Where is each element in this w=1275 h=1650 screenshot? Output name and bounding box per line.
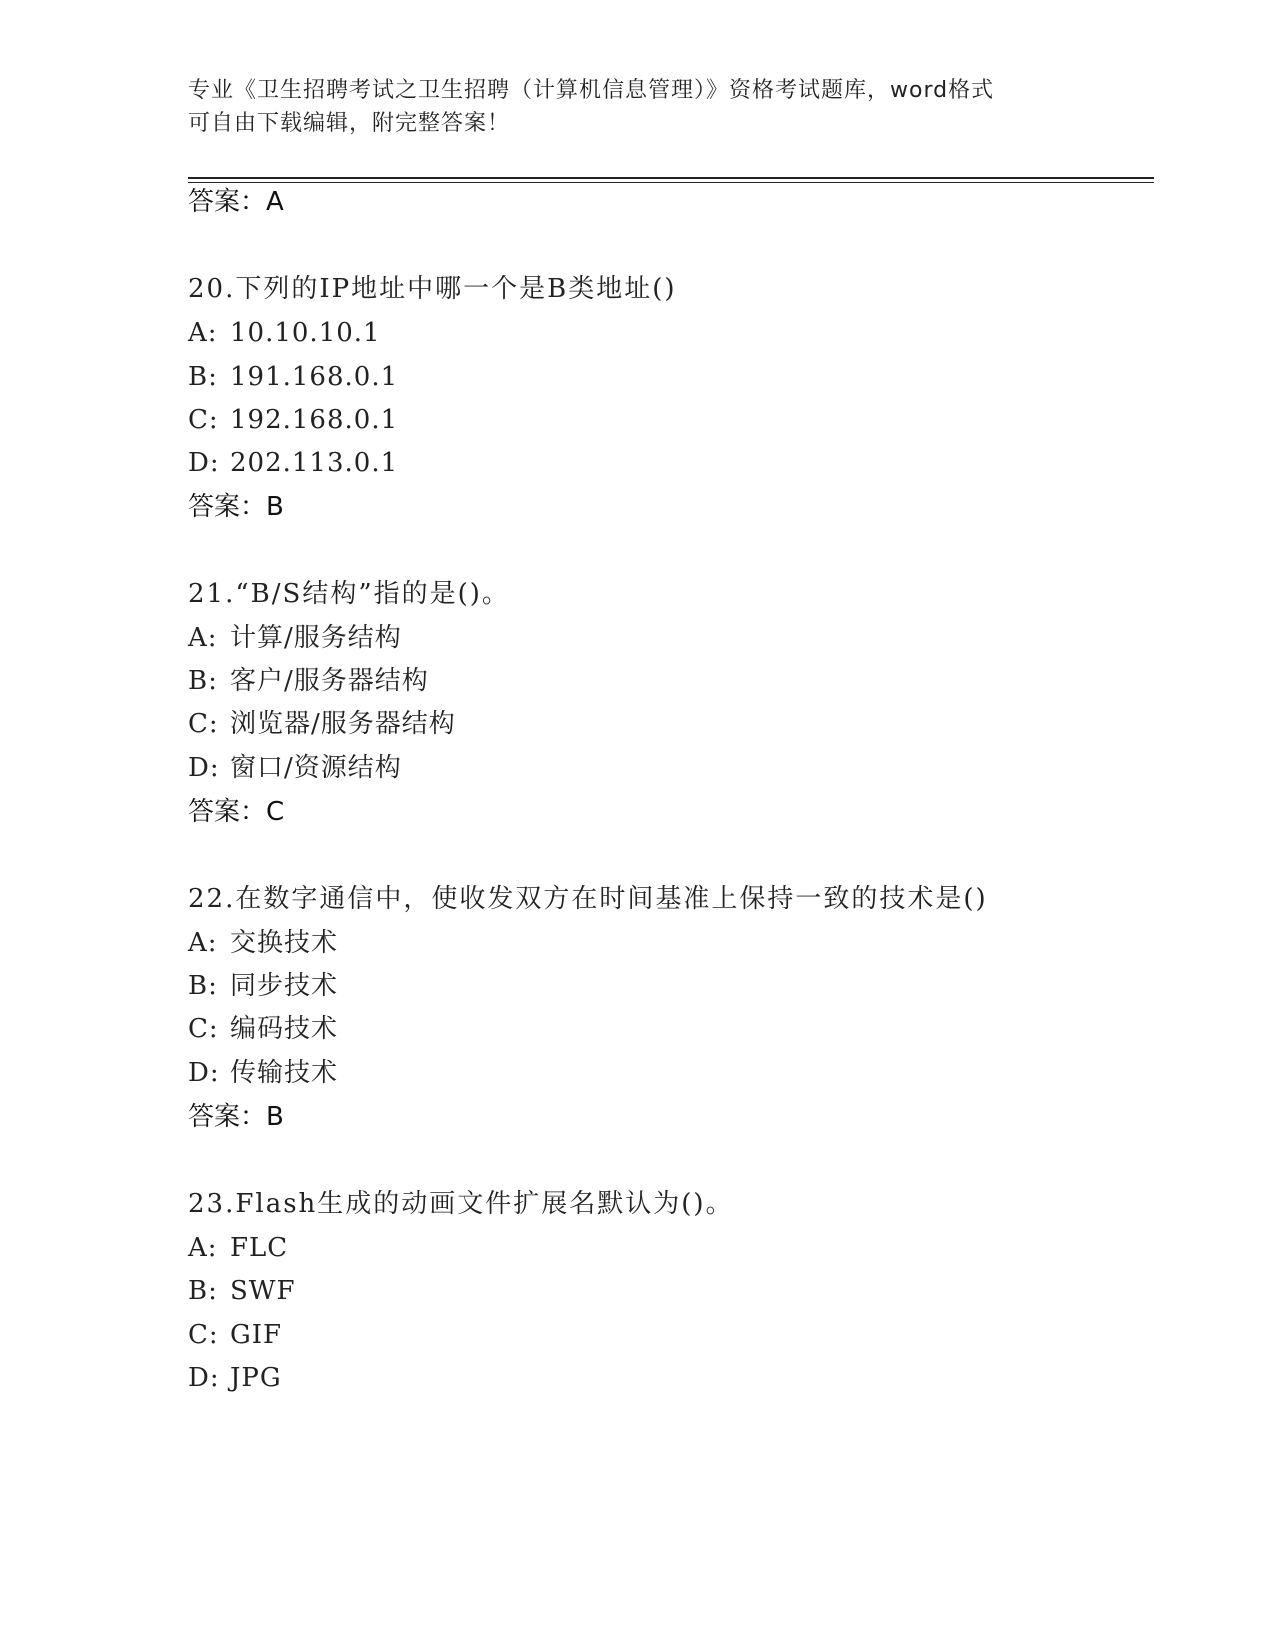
option-text: 计算/服务结构 [230,623,402,653]
option-label: B: [188,971,218,1001]
option-label: D: [188,448,220,478]
option-label: A: [188,318,218,348]
option-text: GIF [230,1320,283,1350]
option-text: 窗口/资源结构 [230,753,402,783]
option-text: JPG [230,1363,282,1393]
option-text: 202.113.0.1 [230,448,399,478]
option-label: A: [188,1233,218,1263]
option-line [188,1318,282,1352]
option-line [188,751,402,785]
question-text: 23.Flash生成的动画文件扩展名默认为()。 [188,1189,734,1219]
document-header [188,74,1088,140]
option-line [188,707,456,741]
option-label: A: [188,928,218,958]
option-label: A: [188,623,218,653]
option-line [188,1231,288,1265]
option-line [188,403,398,437]
option-label: B: [188,1276,218,1306]
option-line [188,446,398,480]
option-text: SWF [230,1276,296,1306]
option-line [188,621,402,655]
option-text: 10.10.10.1 [230,318,381,348]
option-line [188,1012,338,1046]
option-text: 客户/服务器结构 [230,666,429,696]
header-divider [188,177,1154,179]
option-line [188,926,338,960]
answer-line: 答案：A [188,187,284,217]
option-label: C: [188,1320,219,1350]
header-divider-thin [188,182,1154,183]
answer-line: 答案：B [188,1102,284,1132]
option-line [188,1056,338,1090]
option-line [188,664,429,698]
option-line [188,1361,282,1395]
header-line-1: 专业《卫生招聘考试之卫生招聘（计算机信息管理）》资格考试题库，word格式 [188,78,995,103]
option-line [188,1274,296,1308]
option-label: C: [188,405,219,435]
option-text: 同步技术 [230,971,339,1001]
option-line [188,969,338,1003]
option-line [188,316,381,350]
option-text: 192.168.0.1 [230,405,399,435]
option-label: D: [188,1363,220,1393]
option-label: B: [188,666,218,696]
option-text: 191.168.0.1 [230,362,399,392]
header-line-2: 可自由下载编辑，附完整答案！ [188,111,511,136]
option-label: D: [188,1058,220,1088]
option-text: 编码技术 [230,1014,339,1044]
option-label: B: [188,362,218,392]
answer-line: 答案：C [188,797,285,827]
question-text: 20.下列的IP地址中哪一个是B类地址() [188,274,677,304]
question-text: 22.在数字通信中，使收发双方在时间基准上保持一致的技术是() [188,884,988,914]
option-text: FLC [230,1233,289,1263]
option-label: C: [188,709,219,739]
option-text: 交换技术 [230,928,339,958]
option-text: 传输技术 [230,1058,339,1088]
question-text: 21.“B/S结构”指的是()。 [188,579,510,609]
option-text: 浏览器/服务器结构 [230,709,456,739]
answer-line: 答案：B [188,492,284,522]
option-line [188,360,398,394]
option-label: C: [188,1014,219,1044]
option-label: D: [188,753,220,783]
